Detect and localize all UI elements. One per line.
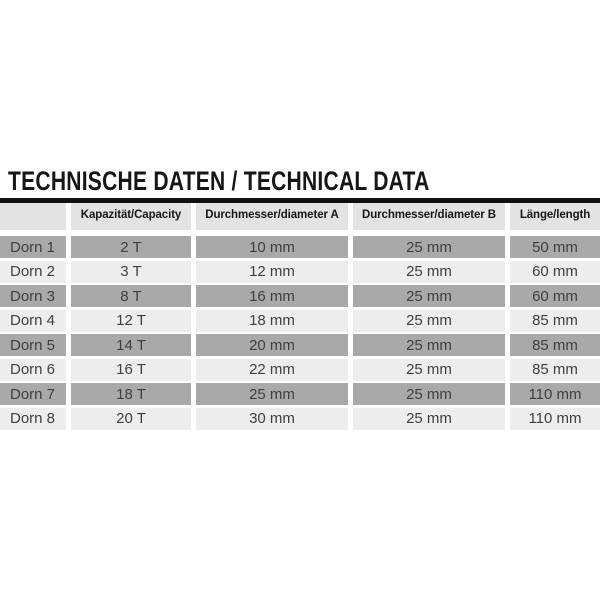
cell-capacity: 18 T — [71, 383, 191, 405]
cell-capacity: 20 T — [71, 408, 191, 430]
cell-capacity: 2 T — [71, 236, 191, 258]
cell-capacity: 8 T — [71, 285, 191, 307]
cell-diameter-b: 25 mm — [353, 236, 505, 258]
column-header-length: Länge/length — [510, 203, 600, 230]
column-header-diameter-b: Durchmesser/diameter B — [353, 203, 505, 230]
table-row — [0, 334, 600, 356]
cell-capacity: 12 T — [71, 310, 191, 332]
cell-length: 110 mm — [510, 383, 600, 405]
page-title: TECHNISCHE DATEN / TECHNICAL DATA — [8, 166, 430, 196]
table-row — [0, 408, 600, 430]
cell-dorn-name: Dorn 4 — [0, 310, 66, 332]
column-header-diameter-a: Durchmesser/diameter A — [196, 203, 348, 230]
cell-length: 85 mm — [510, 310, 600, 332]
cell-diameter-b: 25 mm — [353, 383, 505, 405]
cell-diameter-a: 10 mm — [196, 236, 348, 258]
cell-diameter-a: 12 mm — [196, 261, 348, 283]
cell-dorn-name: Dorn 6 — [0, 359, 66, 381]
table-row — [0, 285, 600, 307]
cell-capacity: 14 T — [71, 334, 191, 356]
cell-dorn-name: Dorn 8 — [0, 408, 66, 430]
cell-dorn-name: Dorn 3 — [0, 285, 66, 307]
cell-capacity: 16 T — [71, 359, 191, 381]
cell-length: 85 mm — [510, 359, 600, 381]
column-header-blank — [0, 203, 66, 230]
table-row — [0, 236, 600, 258]
cell-diameter-b: 25 mm — [353, 408, 505, 430]
table-row — [0, 383, 600, 405]
cell-diameter-b: 25 mm — [353, 334, 505, 356]
cell-diameter-b: 25 mm — [353, 285, 505, 307]
cell-dorn-name: Dorn 5 — [0, 334, 66, 356]
table-row — [0, 359, 600, 381]
cell-dorn-name: Dorn 2 — [0, 261, 66, 283]
cell-diameter-b: 25 mm — [353, 261, 505, 283]
cell-length: 85 mm — [510, 334, 600, 356]
cell-length: 60 mm — [510, 285, 600, 307]
cell-length: 110 mm — [510, 408, 600, 430]
table-body — [0, 236, 600, 430]
cell-diameter-b: 25 mm — [353, 359, 505, 381]
cell-diameter-b: 25 mm — [353, 310, 505, 332]
cell-diameter-a: 16 mm — [196, 285, 348, 307]
cell-dorn-name: Dorn 7 — [0, 383, 66, 405]
cell-diameter-a: 25 mm — [196, 383, 348, 405]
cell-diameter-a: 18 mm — [196, 310, 348, 332]
cell-length: 60 mm — [510, 261, 600, 283]
table-header-row — [0, 203, 600, 230]
table-row — [0, 310, 600, 332]
cell-diameter-a: 20 mm — [196, 334, 348, 356]
cell-diameter-a: 22 mm — [196, 359, 348, 381]
column-header-capacity: Kapazität/Capacity — [71, 203, 191, 230]
table-row — [0, 261, 600, 283]
cell-dorn-name: Dorn 1 — [0, 236, 66, 258]
cell-length: 50 mm — [510, 236, 600, 258]
cell-diameter-a: 30 mm — [196, 408, 348, 430]
cell-capacity: 3 T — [71, 261, 191, 283]
